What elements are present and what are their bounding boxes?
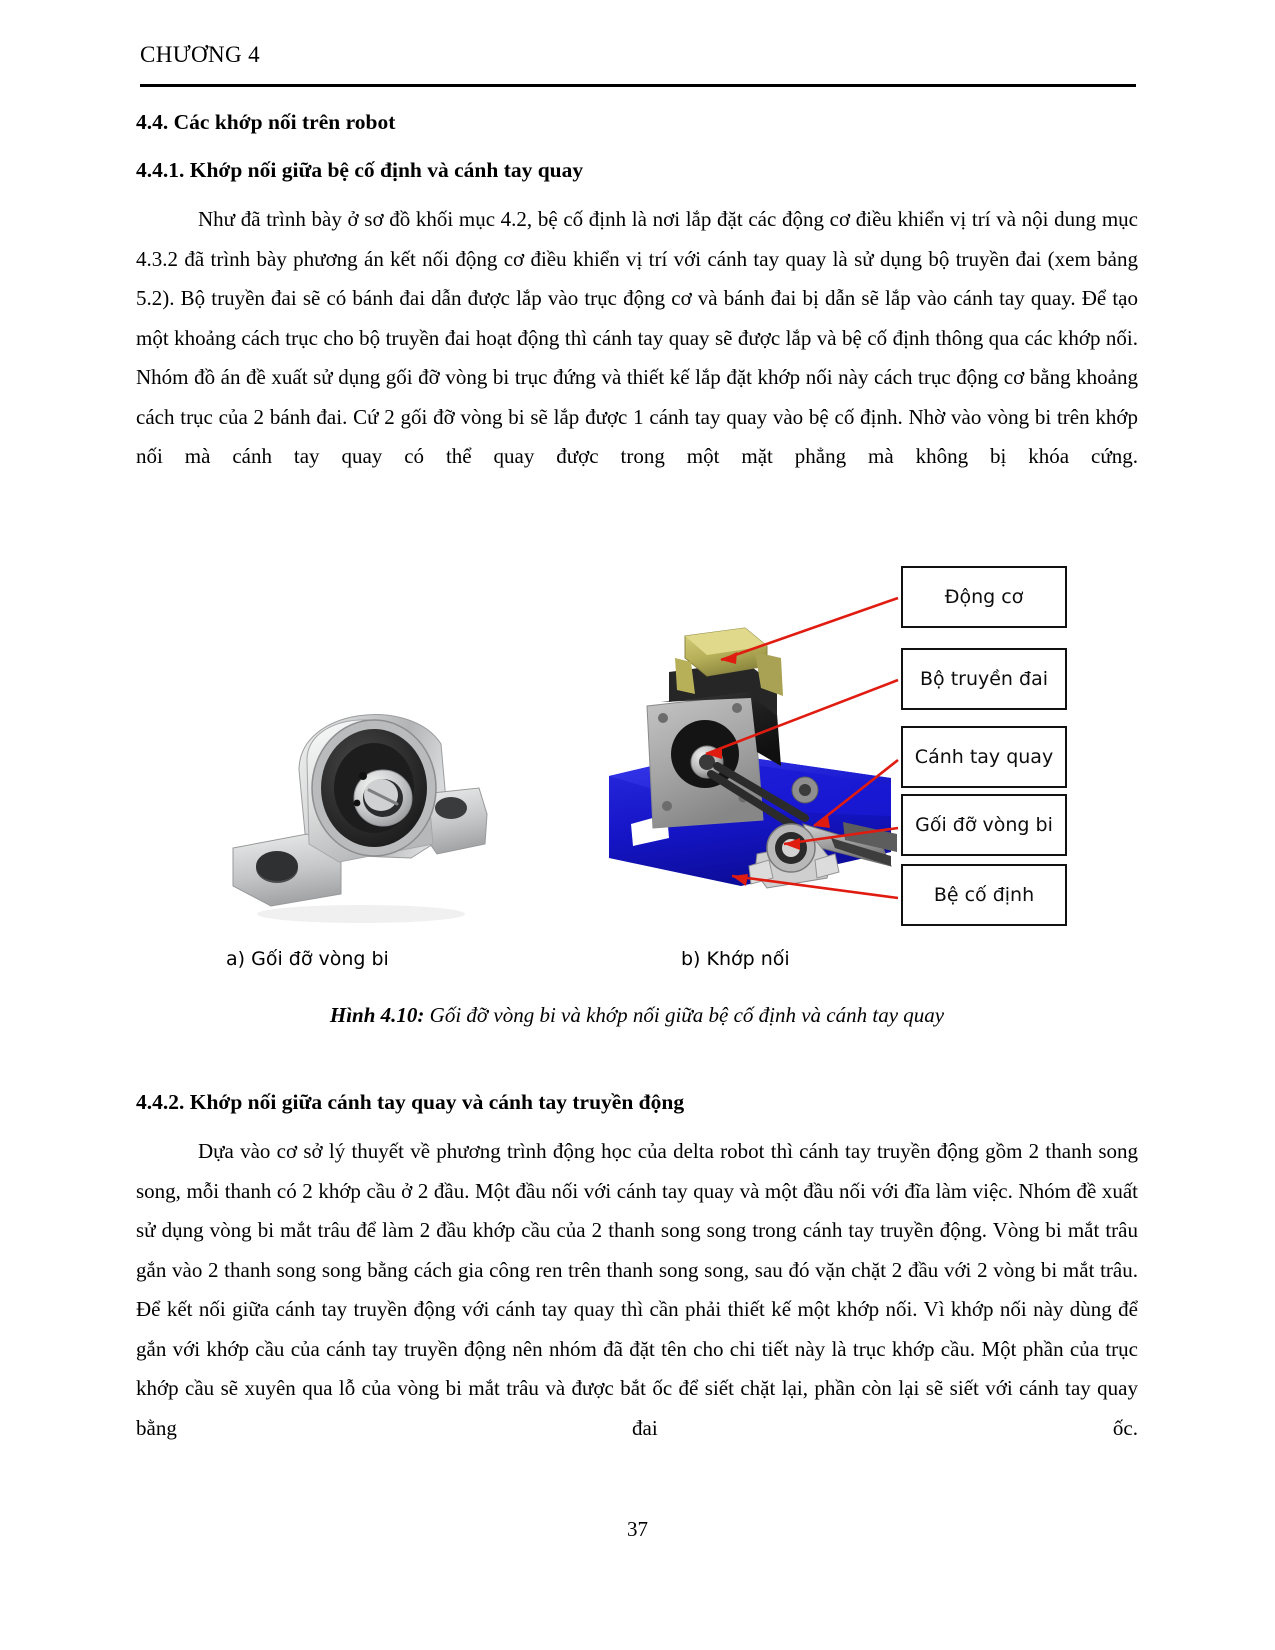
- heading-4-4-1: 4.4.1. Khớp nối giữa bệ cố định và cánh tay quay: [136, 158, 584, 182]
- callout-canh-tay-quay: Cánh tay quay: [901, 726, 1067, 788]
- figure-sublabel-b: b) Khớp nối: [681, 948, 790, 970]
- callout-bo-truyen-dai: Bộ truyền đai: [901, 648, 1067, 710]
- running-head: CHƯƠNG 4: [140, 42, 261, 67]
- heading-4-4: 4.4. Các khớp nối trên robot: [136, 110, 396, 134]
- callout-goi-do-vong-bi: Gối đỡ vòng bi: [901, 794, 1067, 856]
- paragraph-2: Dựa vào cơ sở lý thuyết về phương trình động học của delta robot thì cánh tay truyền động gồm 2 thanh song song, mỗi thanh có 2 khớp cầu ở 2 đầu. Một đầu nối với cánh tay quay và một đầu nối với đĩa làm việc. Nhóm đề xuất sử dụng vòng bi mắt trâu để làm 2 đầu khớp cầu của 2 thanh song song trong cánh tay truyền động. Vòng bi mắt trâu gắn vào 2 thanh song song bằng cách gia công ren trên thanh song song, sau đó vặn chặt 2 đầu với 2 vòng bi mắt trâu. Để kết nối giữa cánh tay truyền động với cánh tay quay thì cần phải thiết kế một khớp nối. Vì khớp nối này dùng để gắn với khớp cầu của cánh tay truyền động nên nhóm đã đặt tên cho chi tiết này là trục khớp cầu. Một phần của trục khớp cầu sẽ xuyên qua lỗ của vòng bi mắt trâu và được bắt ốc để siết chặt lại, phần còn lại sẽ siết với cánh tay quay bằng đai ốc.: [136, 1139, 1138, 1440]
- paragraph-1: Như đã trình bày ở sơ đồ khối mục 4.2, bệ cố định là nơi lắp đặt các động cơ điều khiển vị trí và nội dung mục 4.3.2 đã trình bày phương án kết nối động cơ điều khiển vị trí với cánh tay quay là sử dụng bộ truyền đai (xem bảng 5.2). Bộ truyền đai sẽ có bánh đai dẫn được lắp vào trục động cơ và bánh đai bị dẫn sẽ lắp vào cánh tay quay. Để tạo một khoảng cách trục cho bộ truyền đai hoạt động thì cánh tay quay sẽ được lắp và bệ cố định thông qua các khớp nối. Nhóm đồ án đề xuất sử dụng gối đỡ vòng bi trục đứng và thiết kế lắp đặt khớp nối này cách trục động cơ bằng khoảng cách trục của 2 bánh đai. Cứ 2 gối đỡ vòng bi sẽ lắp được 1 cánh tay quay vào bệ cố định. Nhờ vào vòng bi trên khớp nối mà cánh tay quay có thể quay được trong một mặt phẳng mà không bị khóa cứng.: [136, 207, 1138, 468]
- callout-dong-co: Động cơ: [901, 566, 1067, 628]
- figure-4-10: [136, 548, 1138, 1048]
- figure-caption-number: Hình 4.10:: [329, 1003, 425, 1027]
- figure-caption: [136, 1003, 1138, 1028]
- callout-be-co-dinh: Bệ cố định: [901, 864, 1067, 926]
- header-rule: [140, 84, 1136, 87]
- heading-4-4-2: 4.4.2. Khớp nối giữa cánh tay quay và cánh tay truyền động: [136, 1090, 685, 1114]
- joint-cad-render: [591, 566, 901, 938]
- bearing-photo: [211, 648, 521, 938]
- figure-sublabel-a: a) Gối đỡ vòng bi: [226, 948, 389, 970]
- figure-caption-text: Gối đỡ vòng bi và khớp nối giữa bệ cố định và cánh tay quay: [424, 1003, 945, 1027]
- page-number: 37: [627, 1517, 648, 1541]
